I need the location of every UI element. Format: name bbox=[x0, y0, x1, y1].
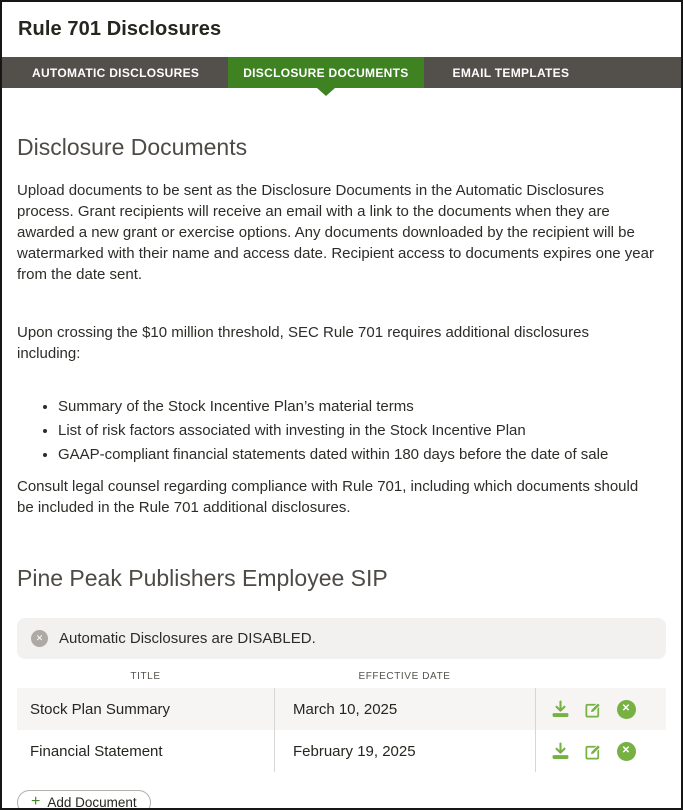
edit-button[interactable] bbox=[584, 700, 603, 719]
page-title: Rule 701 Disclosures bbox=[18, 18, 222, 40]
add-document-label: Add Document bbox=[47, 795, 137, 810]
status-banner-text: Automatic Disclosures are DISABLED. bbox=[59, 630, 316, 647]
row-actions-cell bbox=[535, 688, 666, 730]
table-row bbox=[17, 688, 666, 730]
column-header-effective-date: EFFECTIVE DATE bbox=[358, 670, 451, 682]
document-title-cell: Financial Statement bbox=[30, 742, 163, 760]
download-icon bbox=[551, 700, 570, 719]
download-button[interactable] bbox=[551, 700, 570, 719]
intro-paragraph: Upload documents to be sent as the Disclosure Documents in the Automatic Disclosures process. Grant recipients will receive an email with a link to the documents when they are awarded a new grant or exercise options. Any documents downloaded by the recipient will be watermarked with their name and access date. Recipient access to documents expires one year from the date sent. bbox=[17, 182, 654, 283]
threshold-paragraph: Upon crossing the $10 million threshold, SEC Rule 701 requires additional disclosures including: bbox=[17, 324, 589, 362]
documents-table bbox=[17, 664, 666, 772]
document-title-cell: Stock Plan Summary bbox=[30, 700, 171, 718]
tab-automatic-disclosures[interactable]: AUTOMATIC DISCLOSURES bbox=[32, 65, 200, 80]
download-button[interactable] bbox=[551, 742, 570, 761]
table-row bbox=[17, 730, 666, 772]
tab-email-templates[interactable]: EMAIL TEMPLATES bbox=[452, 65, 570, 80]
delete-icon: ✕ bbox=[617, 700, 636, 719]
page-header bbox=[2, 2, 681, 57]
main-content bbox=[2, 133, 681, 810]
status-banner bbox=[17, 618, 666, 659]
column-header-title: TITLE bbox=[130, 670, 161, 682]
list-item: • List of risk factors associated with investing in the Stock Incentive Plan bbox=[58, 420, 666, 441]
list-item: • Summary of the Stock Incentive Plan’s material terms bbox=[58, 396, 666, 417]
delete-icon: ✕ bbox=[617, 742, 636, 761]
plan-heading: Pine Peak Publishers Employee SIP bbox=[17, 565, 388, 591]
tab-disclosure-documents[interactable]: DISCLOSURE DOCUMENTS bbox=[228, 57, 423, 88]
download-icon bbox=[551, 742, 570, 761]
add-document-button[interactable] bbox=[17, 790, 151, 810]
section-heading-disclosure-documents: Disclosure Documents bbox=[17, 134, 248, 160]
disabled-status-icon: ✕ bbox=[31, 630, 48, 647]
plus-icon: + bbox=[31, 793, 41, 810]
edit-icon bbox=[584, 700, 603, 719]
tab-bar bbox=[2, 57, 681, 88]
delete-button[interactable] bbox=[617, 742, 636, 761]
row-actions-cell bbox=[535, 730, 666, 772]
table-header-row bbox=[17, 664, 666, 688]
counsel-paragraph: Consult legal counsel regarding compliance with Rule 701, including which documents should be included in the Rule 701 additional disclosures. bbox=[17, 478, 639, 516]
effective-date-cell: March 10, 2025 bbox=[274, 688, 535, 730]
list-item: • GAAP-compliant financial statements dated within 180 days before the date of sale bbox=[58, 444, 666, 465]
effective-date-cell: February 19, 2025 bbox=[274, 730, 535, 772]
disclosure-requirements-list bbox=[17, 396, 666, 465]
edit-icon bbox=[584, 742, 603, 761]
delete-button[interactable] bbox=[617, 700, 636, 719]
edit-button[interactable] bbox=[584, 742, 603, 761]
